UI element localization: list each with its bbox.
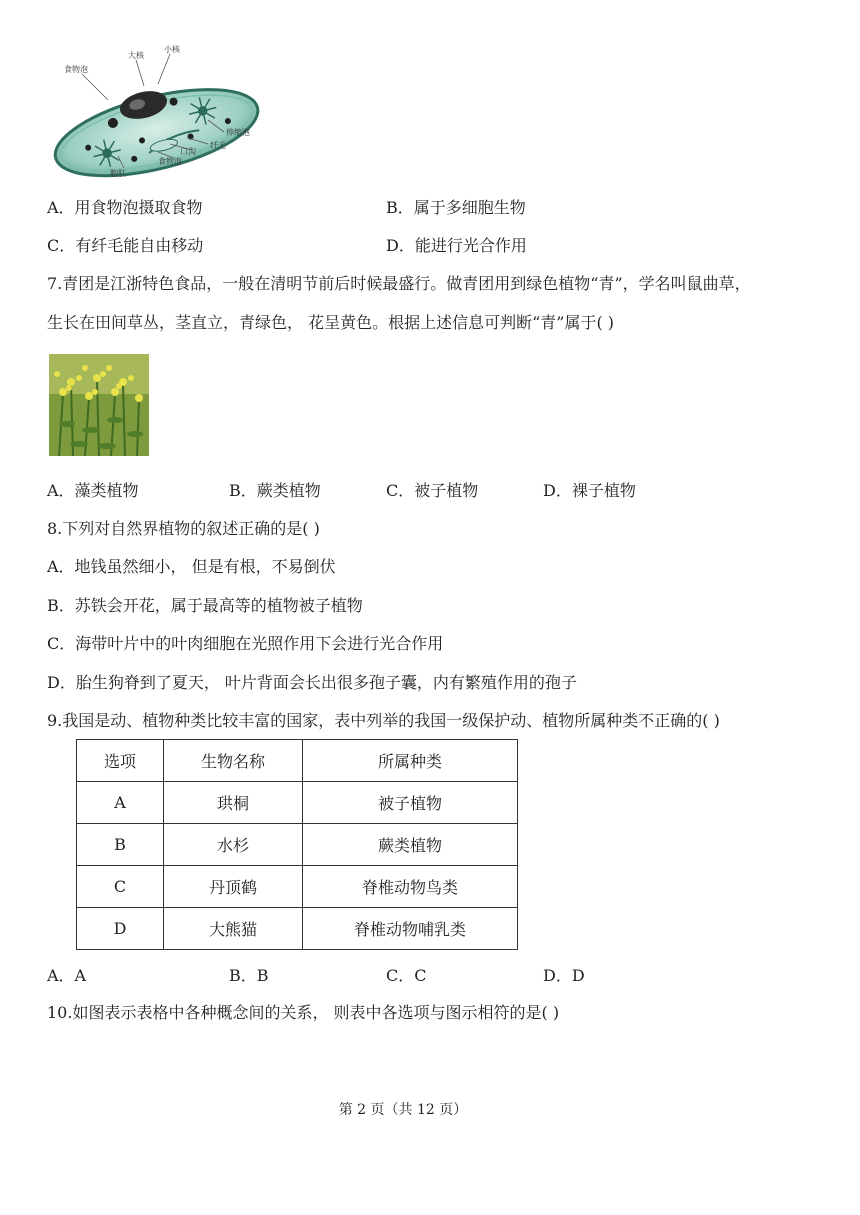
q7-stem-line1: 7.青团是江浙特色食品，一般在清明节前后时候最盛行。做青团用到绿色植物“青”，学名叫鼠曲草， — [47, 274, 751, 293]
q6-option-d: D．能进行光合作用 — [386, 236, 527, 255]
table-cell: 丹顶鹤 — [164, 866, 303, 908]
micronucleus-label: 小核 — [164, 45, 180, 54]
table-cell: A — [77, 782, 164, 824]
page-footer: 第 2 页（共 12 页） — [338, 1102, 468, 1118]
q9-stem: 9.我国是动、植物种类比较丰富的国家，表中列举的我国一级保护动、植物所属种类不正确的( ) — [47, 711, 720, 730]
q9-option-a: A．A — [47, 966, 87, 985]
header-option: 选项 — [77, 740, 164, 782]
header-organism-name: 生物名称 — [164, 740, 303, 782]
table-cell: 被子植物 — [303, 782, 518, 824]
table-row — [77, 782, 518, 824]
table-header-row — [77, 740, 518, 782]
table-cell: 珙桐 — [164, 782, 303, 824]
q9-option-d: D．D — [543, 966, 585, 985]
paramecium-diagram — [48, 40, 270, 185]
table-cell: 脊椎动物鸟类 — [303, 866, 518, 908]
food-vacuole-bottom-label: 食物泡 — [158, 157, 182, 166]
table-cell: 脊椎动物哺乳类 — [303, 908, 518, 950]
q6-option-a: A．用食物泡摄取食物 — [47, 198, 203, 217]
table-row — [77, 866, 518, 908]
cilia-label: 纤毛 — [210, 141, 226, 150]
q6-option-b: B．属于多细胞生物 — [386, 198, 526, 217]
q7-stem-line2: 生长在田间草丛，茎直立，青绿色， 花呈黄色。根据上述信息可判断“青”属于( ) — [47, 313, 615, 332]
q8-option-d: D．胎生狗脊到了夏天， 叶片背面会长出很多孢子囊，内有繁殖作用的孢子 — [47, 673, 577, 692]
q8-option-b: B．苏铁会开花，属于最高等的植物被子植物 — [47, 596, 363, 615]
q7-option-d: D．裸子植物 — [543, 481, 636, 500]
q8-option-c: C．海带叶片中的叶肉细胞在光照作用下会进行光合作用 — [47, 634, 444, 653]
q9-option-b: B．B — [229, 966, 269, 985]
q7-option-a: A．藻类植物 — [47, 481, 139, 500]
q8-option-a: A．地钱虽然细小， 但是有根，不易倒伏 — [47, 557, 336, 576]
anal-pore-label: 胞肛 — [110, 169, 126, 178]
oral-groove-label: 口沟 — [180, 147, 196, 156]
species-table — [76, 739, 518, 950]
table-cell: 蕨类植物 — [303, 824, 518, 866]
cudweed-plant-photo — [49, 354, 149, 456]
q10-stem: 10.如图表示表格中各种概念间的关系， 则表中各选项与图示相符的是( ) — [47, 1003, 560, 1022]
q7-option-b: B．蕨类植物 — [229, 481, 321, 500]
table-row — [77, 824, 518, 866]
macronucleus-label: 大核 — [128, 51, 144, 60]
table-cell: C — [77, 866, 164, 908]
q9-option-c: C．C — [386, 966, 427, 985]
table-cell: 大熊猫 — [164, 908, 303, 950]
q6-option-c: C．有纤毛能自由移动 — [47, 236, 204, 255]
q8-stem: 8.下列对自然界植物的叙述正确的是( ) — [47, 519, 320, 538]
contractile-vacuole-label: 伸缩泡 — [226, 128, 250, 137]
food-vacuole-label: 食物泡 — [64, 65, 88, 74]
q7-option-c: C．被子植物 — [386, 481, 479, 500]
table-cell: D — [77, 908, 164, 950]
header-category: 所属种类 — [303, 740, 518, 782]
table-cell: B — [77, 824, 164, 866]
table-row — [77, 908, 518, 950]
table-cell: 水杉 — [164, 824, 303, 866]
